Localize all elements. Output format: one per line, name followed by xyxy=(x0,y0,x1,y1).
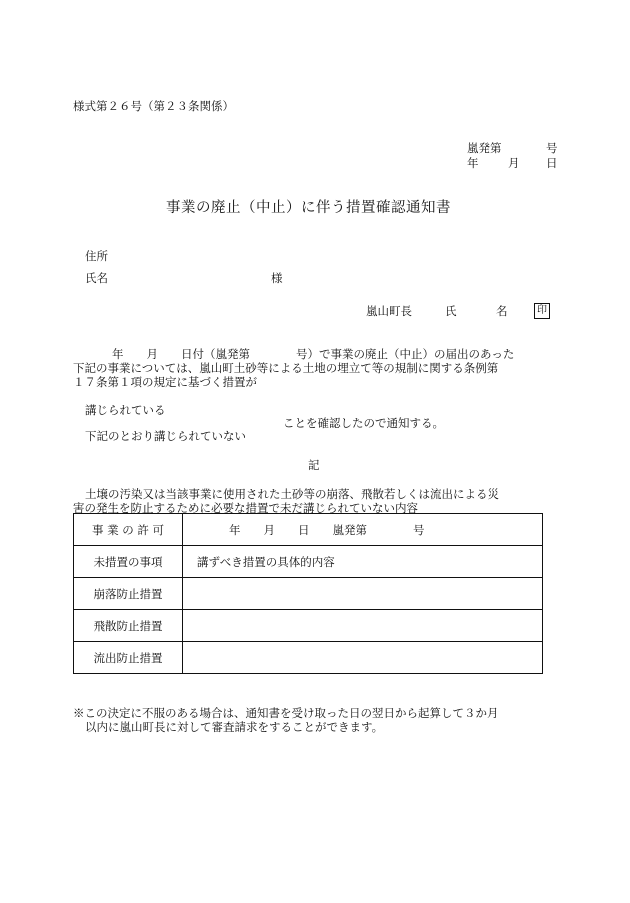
row-value xyxy=(183,642,543,674)
table-row xyxy=(74,642,543,674)
row-label: 飛散防止措置 xyxy=(74,610,183,642)
row-label: 事 業 の 許 可 xyxy=(74,514,183,546)
row-value xyxy=(183,578,543,610)
body-line-2: 下記の事業については、嵐山町土砂等による土地の埋立て等の規制に関する条例第 xyxy=(73,361,499,375)
confirm-text: ことを確認したので通知する。 xyxy=(283,416,444,430)
row-value xyxy=(183,610,543,642)
measures-table xyxy=(73,513,543,674)
body-line-3: １７条第１項の規定に基づく措置が xyxy=(73,375,257,389)
doc-number-prefix: 嵐発第 xyxy=(467,141,502,155)
seal-mark: 印 xyxy=(534,303,550,319)
option-not-taken: 下記のとおり講じられていない xyxy=(85,429,246,443)
row-value: 講ずべき措置の具体的内容 xyxy=(183,546,543,578)
issuer-name-label-1: 氏 xyxy=(445,304,457,318)
name-label: 氏名 xyxy=(85,271,108,285)
footnote-line-2: 以内に嵐山町長に対して審査請求をすることができます。 xyxy=(85,720,384,734)
body-line-1: 年 月 日付（嵐発第 号）で事業の廃止（中止）の届出のあった xyxy=(112,347,515,361)
note-line-1: 土壌の汚染又は当該事業に使用された土砂等の崩落、飛散若しくは流出による災 xyxy=(85,487,499,501)
table-row xyxy=(74,514,543,546)
form-number: 様式第２６号（第２３条関係） xyxy=(73,99,234,113)
ki-heading: 記 xyxy=(308,458,320,472)
row-value: 年 月 日 嵐発第 号 xyxy=(183,514,543,546)
table-row xyxy=(74,610,543,642)
doc-number-suffix: 号 xyxy=(546,141,558,155)
date-month: 月 xyxy=(508,156,520,170)
issuer-name-label-2: 名 xyxy=(496,304,508,318)
date-year: 年 xyxy=(467,156,479,170)
note-line-2: 害の発生を防止するために必要な措置で未だ講じられていない内容 xyxy=(73,501,418,515)
document-title: 事業の廃止（中止）に伴う措置確認通知書 xyxy=(166,200,451,216)
honorific: 様 xyxy=(271,271,283,285)
table-row xyxy=(74,546,543,578)
footnote-line-1: ※この決定に不服のある場合は、通知書を受け取った日の翌日から起算して３か月 xyxy=(73,706,499,720)
row-label: 崩落防止措置 xyxy=(74,578,183,610)
address-label: 住所 xyxy=(85,249,108,263)
row-label: 未措置の事項 xyxy=(74,546,183,578)
issuer-title: 嵐山町長 xyxy=(366,304,412,318)
option-taken: 講じられている xyxy=(85,403,166,417)
row-label: 流出防止措置 xyxy=(74,642,183,674)
date-day: 日 xyxy=(546,156,558,170)
table-row xyxy=(74,578,543,610)
